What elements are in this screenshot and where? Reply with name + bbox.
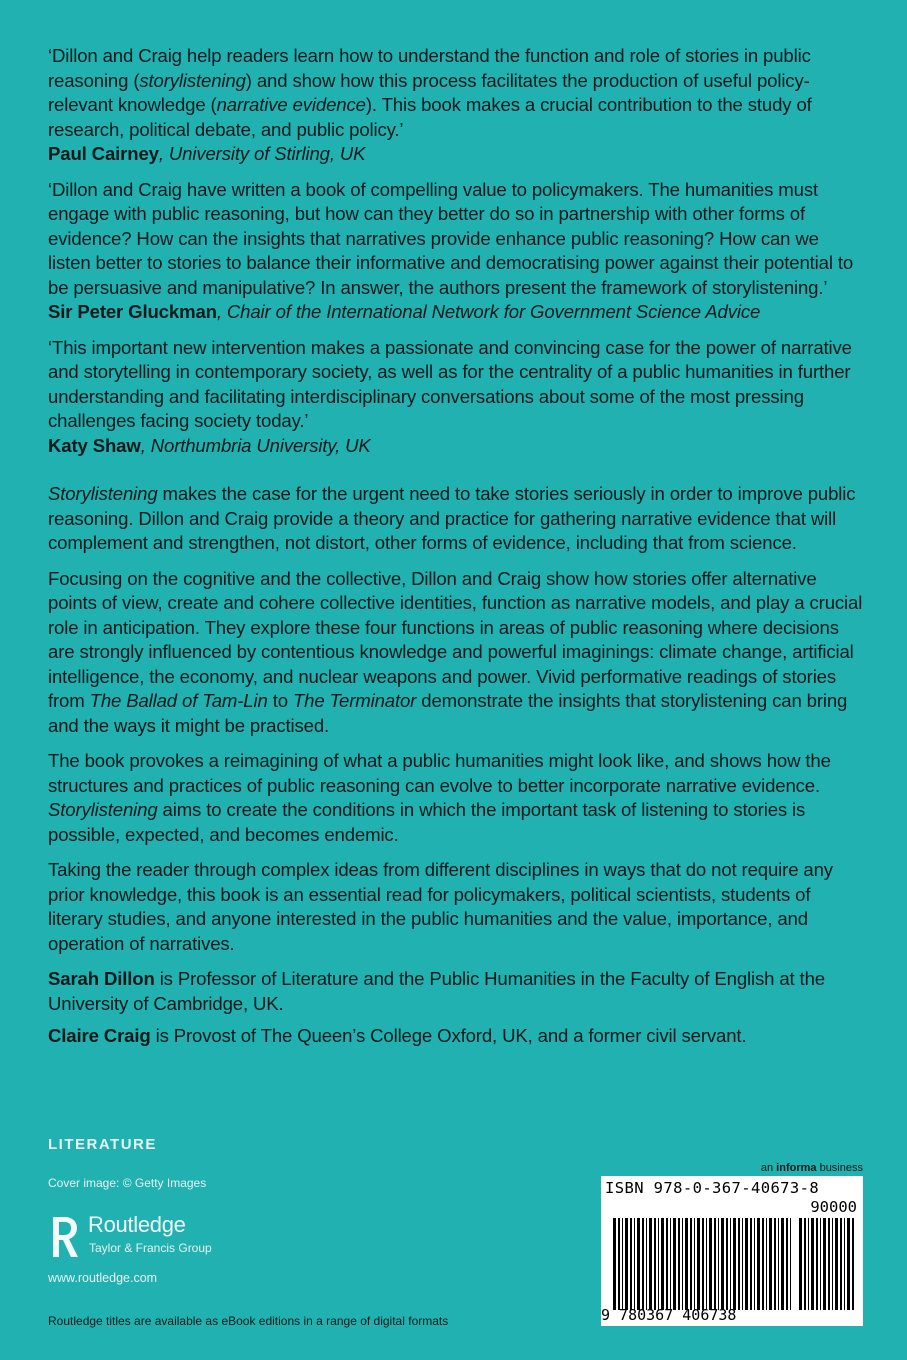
informa-business-tag: an informa business (760, 1162, 863, 1174)
barcode-bar (649, 1218, 652, 1310)
barcode-bar (613, 1218, 616, 1310)
endorser-name: Katy Shaw (48, 434, 141, 456)
barcode-bar (642, 1218, 644, 1310)
barcode-bar (654, 1218, 656, 1310)
barcode-bar (811, 1218, 814, 1310)
blurb-paragraph (48, 749, 863, 847)
endorser-name: Sir Peter Gluckman (48, 301, 217, 322)
text-run: ‘Dillon and Craig have written a book of compelling value to policymakers. The humanities must engage with public reasoning, but how can they better do so in partnership with other forms of evidence? How can the insights that narratives provide enhance public reasoning? How can we listen better to stories to balance their informative and democratising power against their potential to be persuasive and manipulative? In answer, the authors present the framework of storylistening.’ (48, 178, 854, 298)
barcode-bar (622, 1218, 623, 1310)
barcode-bar (706, 1218, 707, 1310)
endorsement-quote (48, 44, 863, 167)
barcode-bar (738, 1218, 740, 1310)
barcode-bar (733, 1218, 736, 1310)
text-run: ‘Dillon and Craig help readers learn how to understand the function and role of stories in public reasoning ( (48, 45, 811, 91)
barcode-bar (637, 1218, 640, 1310)
barcode-bar (766, 1218, 767, 1310)
endorser-affiliation: , Chair of the International Network for Government Science Advice (216, 301, 761, 322)
author-name: Claire Craig (48, 1025, 151, 1046)
barcode-bar (666, 1218, 668, 1310)
routledge-logo (48, 1212, 238, 1266)
barcode-bar (685, 1218, 688, 1310)
barcode-bar (847, 1218, 850, 1310)
routledge-r-icon (48, 1214, 80, 1260)
barcode-bar (852, 1218, 854, 1310)
barcode-bar (840, 1218, 842, 1310)
barcode-bar (769, 1218, 772, 1310)
barcode-bar (835, 1218, 838, 1310)
barcode-bar (816, 1218, 818, 1310)
barcode-bar (726, 1218, 728, 1310)
barcode-bar (730, 1218, 731, 1310)
publisher-name: Routledge (88, 1212, 186, 1237)
barcode-bar (778, 1218, 779, 1310)
barcode-bar (709, 1218, 712, 1310)
author-bio-text: is Professor of Literature and the Public Humanities in the Faculty of English at the University of Cambridge, UK. (48, 968, 825, 1014)
italic-text: narrative evidence (216, 94, 366, 115)
blurb-paragraph (48, 567, 863, 739)
text-run: demonstrate the insights that storylistening can bring and the ways it might be practised. (48, 690, 848, 736)
publisher-group: Taylor & Francis Group (89, 1241, 212, 1255)
publisher-website: www.routledge.com (48, 1271, 158, 1285)
endorser-affiliation: , University of Stirling, UK (158, 143, 366, 164)
barcode-bar (714, 1218, 716, 1310)
text-run: makes the case for the urgent need to take stories seriously in order to improve public reasoning. Dillon and Craig provide a theory and practice for gathering narrative evidence that will complement and strengthen, not distort, other forms of evidence, including that from science. (48, 483, 856, 553)
barcode-bar (670, 1218, 671, 1310)
isbn-barcode (601, 1176, 863, 1326)
addon-barcode-bars (799, 1218, 857, 1310)
text-run: ) and show how this process facilitates the production of useful policy-relevant knowledge ( (48, 69, 810, 115)
barcode-bar (820, 1218, 821, 1310)
text-run: Taking the reader through complex ideas from different disciplines in ways that do not require any prior knowledge, this book is an essential read for policymakers, political scientists, students of literary studies, and anyone interested in the public humanities and the value, importance, and operation of narratives. (48, 859, 833, 954)
barcode-bar (661, 1218, 664, 1310)
barcode-bar (762, 1218, 764, 1310)
blurb-paragraph (48, 858, 863, 956)
barcode-bar (781, 1218, 784, 1310)
barcode-bar (757, 1218, 760, 1310)
barcode-bar (678, 1218, 680, 1310)
barcode-bar (799, 1218, 802, 1310)
text-run: Focusing on the cognitive and the collective, Dillon and Craig show how stories offer alternative points of view, create and cohere collective identities, function as narrative models, and play a crucial role in anticipation. They explore these four functions in areas of public reasoning where decisions are strongly influenced by contentious knowledge and powerful imaginings: climate change, artificial intelligence, the economy, and nuclear weapons and power. Vivid performative readings of stories from (48, 567, 863, 711)
barcode-bar (694, 1218, 695, 1310)
barcode-bar (750, 1218, 752, 1310)
endorsement-quote (48, 178, 863, 325)
back-cover-footer (48, 1136, 863, 1346)
italic-text: storylistening (139, 69, 246, 91)
barcode-bar (828, 1218, 830, 1310)
text-run: The book provokes a reimagining of what a public humanities might look like, and shows how the structures and practices of public reasoning can evolve to better incorporate narrative evidence. (48, 750, 831, 796)
barcode-bar (718, 1218, 719, 1310)
author-bio-text: is Provost of The Queen’s College Oxford, UK, and a former civil servant. (150, 1025, 747, 1046)
author-bio (48, 967, 863, 1016)
blurb-paragraph (48, 482, 863, 556)
endorser-affiliation: , Northumbria University, UK (140, 434, 371, 456)
barcode-bar (682, 1218, 683, 1310)
barcode-bar (618, 1218, 620, 1310)
text-run: ). This book makes a crucial contribution to the study of research, political debate, and public policy.’ (48, 94, 812, 140)
barcode-bar (697, 1218, 700, 1310)
barcode-bar (742, 1218, 743, 1310)
barcode-digits: 9 780367 406738 (601, 1306, 737, 1324)
text-run: ‘This important new intervention makes a passionate and convincing case for the power of narrative and storytelling in contemporary society, as well as for the centrality of a public humanities in further understanding and facilitating interdisciplinary conversations about some of the most pressing challenges facing society today.’ (48, 336, 852, 431)
ebook-note: Routledge titles are available as eBook editions in a range of digital formats (48, 1314, 449, 1328)
barcode-bar (721, 1218, 724, 1310)
barcode-bar (823, 1218, 826, 1310)
barcode-bar (786, 1218, 788, 1310)
italic-text: Storylistening (48, 483, 158, 504)
subject-category: LITERATURE (48, 1136, 157, 1153)
section-spacer (48, 469, 863, 482)
barcode-bar (745, 1218, 748, 1310)
barcode-bar (702, 1218, 704, 1310)
barcode-bar (673, 1218, 676, 1310)
barcode-bar (690, 1218, 692, 1310)
barcode-bar (844, 1218, 845, 1310)
back-cover-text (48, 44, 863, 1053)
author-bio (48, 1024, 863, 1049)
barcode-bar (774, 1218, 776, 1310)
barcode-bar (658, 1218, 659, 1310)
isbn-label: ISBN 978-0-367-40673-8 (605, 1179, 820, 1197)
text-run: to (267, 690, 293, 711)
italic-text: The Ballad of Tam-Lin (89, 690, 268, 711)
cover-image-credit: Cover image: © Getty Images (48, 1176, 207, 1190)
price-code: 90000 (810, 1198, 857, 1216)
author-name: Sarah Dillon (48, 968, 155, 989)
barcode-bar (630, 1218, 632, 1310)
barcode-bar (634, 1218, 635, 1310)
text-run: aims to create the conditions in which the important task of listening to stories is possible, expected, and becomes endemic. (48, 799, 806, 845)
barcode-bar (832, 1218, 833, 1310)
italic-text: Storylistening (48, 799, 158, 820)
barcode-bar (625, 1218, 628, 1310)
barcode-bars (613, 1218, 793, 1310)
barcode-bar (754, 1218, 755, 1310)
barcode-bar (646, 1218, 647, 1310)
barcode-bar (790, 1218, 791, 1310)
barcode-bar (804, 1218, 806, 1310)
endorsement-quote (48, 336, 863, 459)
barcode-bar (808, 1218, 809, 1310)
endorser-name: Paul Cairney (48, 143, 159, 164)
italic-text: The Terminator (292, 690, 417, 711)
